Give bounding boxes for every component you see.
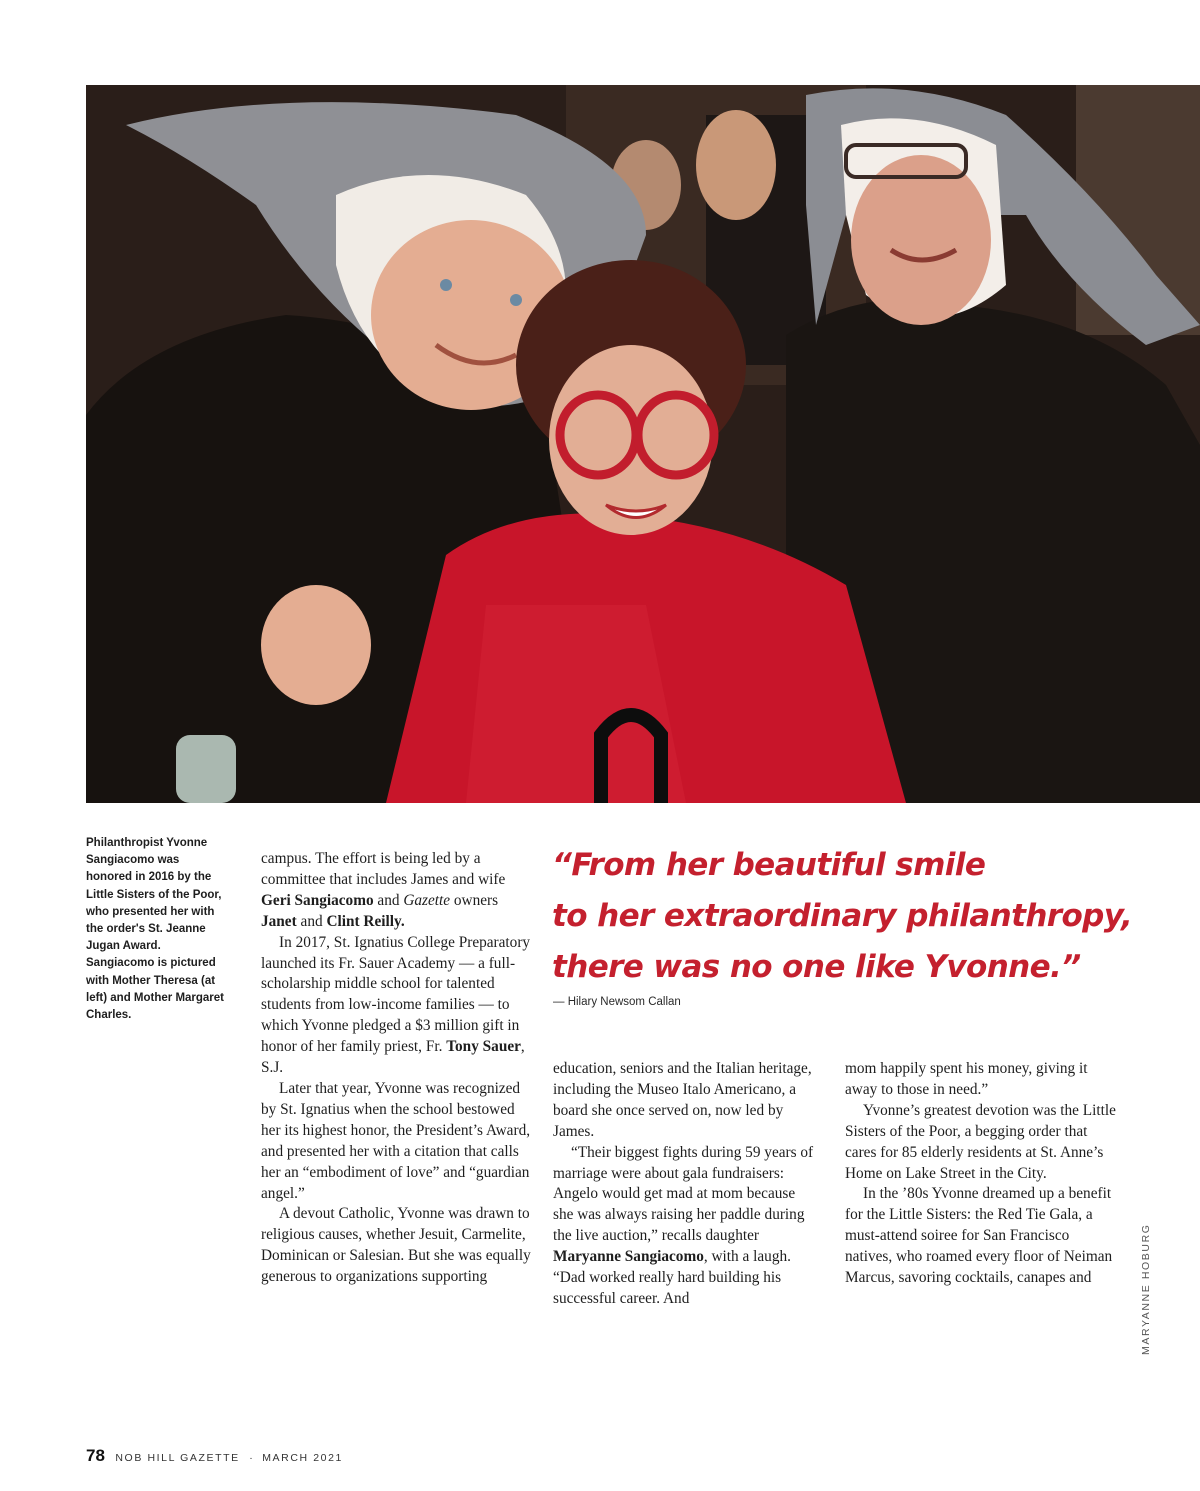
body-column-3 bbox=[845, 1059, 1117, 1289]
paragraph: education, seniors and the Italian heritage, including the Museo Italo Americano, a board she once served on, now led by James. bbox=[553, 1060, 812, 1140]
name-tony-sauer: Tony Sauer bbox=[446, 1038, 521, 1056]
paragraph bbox=[553, 1143, 817, 1310]
paragraph: In the ’80s Yvonne dreamed up a benefit for the Little Sisters: the Red Tie Gala, a must-attend soiree for San Francisco natives, who roamed every floor of Neiman Marcus, savoring cocktails, canapes and bbox=[845, 1185, 1113, 1287]
text-run: “Their biggest fights during 59 years of marriage were about gala fundraisers: Angelo would get mad at mom because she was always raising her paddle during the live auction,” recalls daughter bbox=[553, 1143, 814, 1245]
pull-quote bbox=[552, 840, 1152, 993]
feature-photo bbox=[86, 85, 1200, 803]
pull-quote-line: “From her beautiful smile bbox=[552, 847, 986, 883]
page-footer bbox=[86, 1446, 343, 1466]
pull-quote-line: there was no one like Yvonne.” bbox=[552, 949, 1081, 985]
text-run: owners bbox=[450, 891, 499, 909]
paragraph: Yvonne’s greatest devotion was the Little Sisters of the Poor, a begging order that cares for 85 elderly residents at St. Anne’s Home on Lake Street in the City. bbox=[845, 1101, 1116, 1182]
paragraph: mom happily spent his money, giving it away to those in need.” bbox=[845, 1060, 1088, 1098]
name-geri-sangiacomo: Geri Sangiacomo bbox=[261, 891, 374, 909]
text-run: and bbox=[373, 891, 404, 909]
body-column-2 bbox=[553, 1059, 817, 1310]
photo-caption: Philanthropist Yvonne Sangiacomo was honored in 2016 by the Little Sisters of the Poor, who presented her with the order's St. Jeanne Jugan Award. Sangiacomo is pictured with Mother Theresa (at left) and Mother Margaret Charles. bbox=[86, 837, 225, 1022]
footer-separator: · bbox=[249, 1452, 253, 1464]
text-run: In 2017, St. Ignatius College Preparatory launched its Fr. Sauer Academy — a full-scholarship middle school for talented students from low-income families — to which Yvonne pledged a $3 million gift in honor of her family priest, Fr. bbox=[261, 933, 531, 1056]
text-run: and bbox=[296, 912, 327, 930]
text-run: , S.J. bbox=[261, 1038, 525, 1077]
page-number: 78 bbox=[86, 1446, 105, 1465]
publication-title: NOB HILL GAZETTE bbox=[115, 1452, 240, 1464]
publication-name: Gazette bbox=[403, 891, 451, 909]
paragraph bbox=[261, 849, 533, 933]
name-janet: Janet bbox=[261, 912, 297, 930]
name-maryanne-sangiacomo: Maryanne Sangiacomo bbox=[553, 1248, 704, 1266]
pull-quote-attribution: — Hilary Newsom Callan bbox=[553, 996, 681, 1008]
body-column-1 bbox=[261, 849, 533, 1288]
name-clint-reilly: Clint Reilly. bbox=[326, 912, 405, 930]
photo-credit: MARYANNE HOBURG bbox=[1140, 1223, 1152, 1355]
paragraph: Later that year, Yvonne was recognized by St. Ignatius when the school bestowed her its highest honor, the President’s Award, and presented her with a citation that calls her an “embodiment of love” and “guardian angel.” bbox=[261, 1079, 531, 1202]
paragraph: A devout Catholic, Yvonne was drawn to religious causes, whether Jesuit, Carmelite, Dominican or Salesian. But she was equally generous to organizations supporting bbox=[261, 1205, 531, 1286]
text-run: , with a laugh. “Dad worked really hard building his successful career. And bbox=[553, 1248, 791, 1307]
photo-illustration bbox=[86, 85, 1200, 803]
text-run: campus. The effort is being led by a committee that includes James and wife bbox=[261, 850, 506, 888]
issue-date: MARCH 2021 bbox=[262, 1452, 343, 1464]
paragraph bbox=[261, 933, 533, 1079]
pull-quote-line: to her extraordinary philanthropy, bbox=[552, 898, 1133, 934]
